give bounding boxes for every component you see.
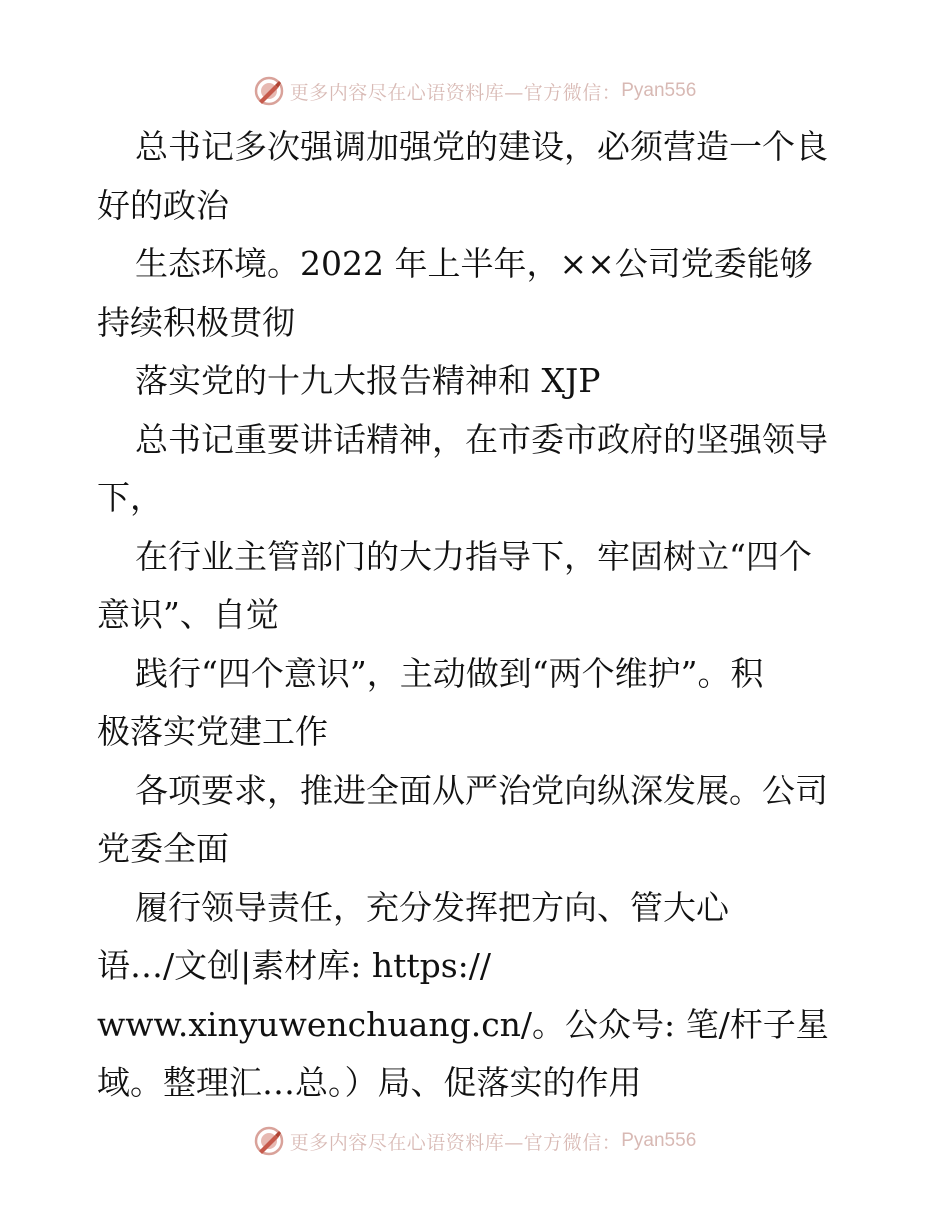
text-line: 各项要求，推进全面从严治党向纵深发展。公司 <box>135 770 828 810</box>
page-header-banner <box>0 71 950 111</box>
text-line: 语…/文创|素材库: https:// <box>97 946 492 985</box>
banner-wechat-id: Pyan556 <box>621 1130 697 1151</box>
text-line: 域。整理汇…总。）局、促落实的作用 <box>97 1063 642 1102</box>
text-line: www.xinyuwenchuang.cn/。公众号: 笔/杆子星 <box>97 1004 829 1044</box>
text-line: 生态环境。2022 年上半年，××公司党委能够 <box>135 244 813 283</box>
text-line: 总书记多次强调加强党的建设，必须营造一个良 <box>135 127 828 166</box>
logo-icon <box>254 76 284 106</box>
text-line: 履行领导责任，充分发挥把方向、管大心 <box>135 887 729 927</box>
document-body <box>97 118 857 1113</box>
text-line: 党委全面 <box>97 829 229 868</box>
text-line: 极落实党建工作 <box>97 712 328 751</box>
banner-text: 更多内容尽在心语资料库—官方微信： <box>289 1131 622 1154</box>
logo-icon <box>254 1126 284 1156</box>
text-line: 意识”、自觉 <box>97 595 279 634</box>
text-line: 总书记重要讲话精神，在市委市政府的坚强领导 <box>135 419 828 459</box>
page-footer-banner <box>0 1121 950 1161</box>
text-line: 持续积极贯彻 <box>97 302 295 342</box>
text-line: 下， <box>97 478 163 517</box>
text-line: 好的政治 <box>97 185 229 225</box>
banner-wechat-id: Pyan556 <box>621 80 697 101</box>
text-line: 践行“四个意识”，主动做到“两个维护”。积 <box>135 653 764 693</box>
text-line: 在行业主管部门的大力指导下，牢固树立“四个 <box>135 536 812 576</box>
banner-text: 更多内容尽在心语资料库—官方微信： <box>289 81 622 104</box>
text-line: 落实党的十九大报告精神和 XJP <box>135 361 601 400</box>
